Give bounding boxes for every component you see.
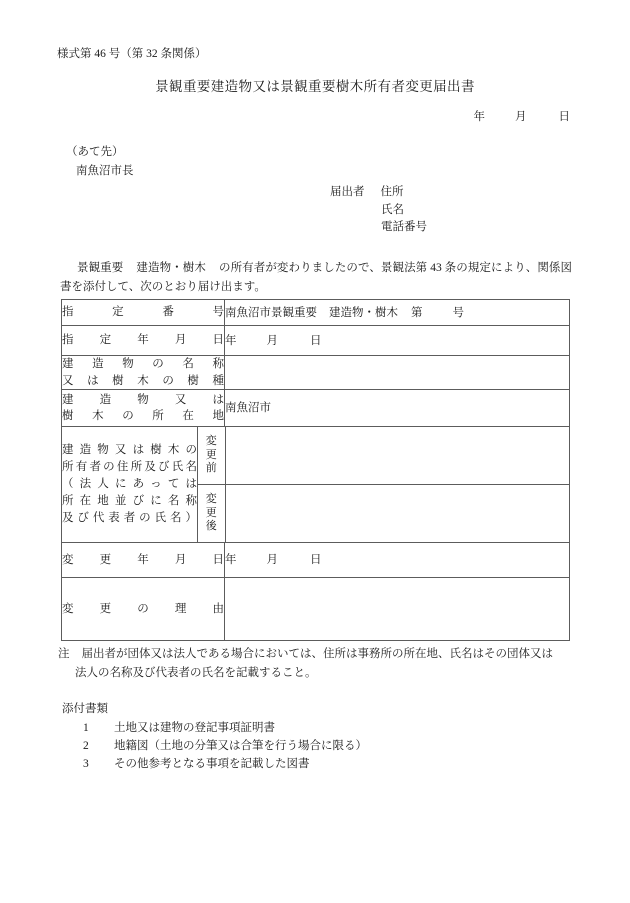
attachment-number: 1 bbox=[83, 722, 89, 734]
owner-after-row bbox=[198, 485, 569, 543]
owner-change-subtable bbox=[198, 427, 569, 542]
designation-prefix: 南魚沼市景観重要 bbox=[225, 306, 317, 319]
addressee-name: 南魚沼市長 bbox=[76, 165, 134, 177]
table-row-change-date bbox=[62, 543, 570, 578]
body-text-part3: の所有者が変わりましたので、景観法第 43 条の規定により、関係図 bbox=[218, 262, 572, 274]
name-or-species-label-line2: 又は樹木の樹種 bbox=[62, 374, 224, 387]
row-value-name-or-species[interactable] bbox=[225, 356, 570, 390]
owner-before-label: 変 更 前 bbox=[205, 435, 217, 475]
owner-before-row bbox=[198, 427, 569, 485]
form-number: 様式第 46 号（第 32 条関係） bbox=[57, 48, 207, 60]
owner-after-value[interactable] bbox=[225, 485, 569, 543]
submitter-phone-label: 電話番号 bbox=[381, 221, 427, 233]
row-label-change-reason: 変更の理由 bbox=[62, 578, 225, 641]
change-date-day: 日 bbox=[310, 554, 322, 566]
attachment-text: その他参考となる事項を記載した図書 bbox=[114, 758, 310, 770]
submitter-name-label: 氏名 bbox=[381, 203, 404, 216]
designation-date-month: 月 bbox=[266, 334, 278, 347]
body-paragraph bbox=[60, 259, 572, 296]
row-label-designation-number: 指定番号 bbox=[62, 300, 225, 326]
owner-label-line1: 建造物又は樹木の bbox=[62, 444, 197, 456]
row-value-designation-date[interactable] bbox=[225, 326, 570, 356]
submitter-label: 届出者 bbox=[330, 186, 365, 198]
date-day-label: 日 bbox=[558, 111, 570, 123]
row-value-designation-number[interactable] bbox=[225, 300, 570, 326]
designation-date-day: 日 bbox=[310, 334, 322, 347]
name-or-species-label-line1: 建造物の名称 bbox=[62, 358, 224, 370]
table-row-location bbox=[62, 390, 570, 427]
body-text-part1: 景観重要 bbox=[77, 262, 124, 274]
owner-after-label: 変 更 後 bbox=[205, 493, 217, 533]
submitter-block bbox=[330, 184, 427, 237]
addressee-block bbox=[66, 143, 134, 181]
row-label-location bbox=[62, 390, 225, 427]
row-value-change-reason[interactable] bbox=[225, 578, 570, 641]
owner-label-line3: （法人にあっては bbox=[62, 478, 197, 490]
attachment-text: 地籍図（土地の分筆又は合筆を行う場合に限る） bbox=[114, 740, 367, 752]
owner-label-line4: 所在地並びに名称 bbox=[62, 495, 197, 507]
table-row-designation-number bbox=[62, 300, 570, 326]
owner-before-value[interactable] bbox=[225, 427, 569, 485]
footnote-line1: 届出者が団体又は法人である場合においては、住所は事務所の所在地、氏名はその団体又は bbox=[81, 648, 553, 660]
attachments-list bbox=[62, 719, 367, 773]
date-month-label: 月 bbox=[515, 111, 527, 123]
list-item bbox=[62, 737, 367, 755]
change-date-month: 月 bbox=[266, 554, 278, 566]
footnote-line2: 法人の名称及び代表者の氏名を記載すること。 bbox=[75, 666, 317, 679]
footnote bbox=[58, 645, 572, 682]
submission-date-line bbox=[474, 108, 571, 124]
designation-go: 号 bbox=[452, 306, 464, 319]
date-year-label: 年 bbox=[473, 111, 485, 123]
location-label-line2: 樹木の所在地 bbox=[62, 410, 224, 422]
addressee-label: （あて先） bbox=[66, 146, 124, 158]
attachments-block bbox=[62, 700, 367, 773]
designation-date-year: 年 bbox=[225, 334, 237, 347]
notification-table bbox=[61, 299, 570, 641]
row-value-location[interactable]: 南魚沼市 bbox=[225, 390, 570, 427]
designation-kind: 建造物・樹木 bbox=[329, 306, 398, 319]
row-value-change-date[interactable] bbox=[225, 543, 570, 578]
attachment-number: 2 bbox=[83, 740, 89, 752]
footnote-mark: 注 bbox=[58, 648, 70, 660]
change-date-year: 年 bbox=[225, 554, 237, 566]
submitter-address-label: 住所 bbox=[380, 186, 404, 198]
owner-after-label-cell bbox=[198, 485, 225, 543]
row-label-name-or-species bbox=[62, 356, 225, 390]
table-row-name-or-species bbox=[62, 356, 570, 390]
attachment-text: 土地又は建物の登記事項証明書 bbox=[114, 722, 275, 734]
table-row-change-reason bbox=[62, 578, 570, 641]
location-label-line1: 建造物又は bbox=[62, 393, 224, 406]
table-row-designation-date bbox=[62, 326, 570, 356]
list-item bbox=[62, 719, 367, 737]
designation-dai: 第 bbox=[411, 306, 423, 319]
attachments-heading: 添付書類 bbox=[62, 703, 108, 715]
body-text-part4: 書を添付して、次のとおり届け出ます。 bbox=[60, 280, 266, 293]
owner-label-line2: 所有者の住所及び氏名 bbox=[62, 461, 197, 473]
owner-before-label-cell bbox=[198, 427, 225, 485]
owner-change-subtable-cell bbox=[198, 427, 570, 543]
page-title: 景観重要建造物又は景観重要樹木所有者変更届出書 bbox=[155, 79, 475, 94]
body-text-part2: 建造物・樹木 bbox=[136, 262, 206, 274]
row-label-owner-info bbox=[62, 427, 198, 543]
row-label-designation-date: 指定年月日 bbox=[62, 326, 225, 356]
list-item bbox=[62, 755, 367, 773]
table-row-owner-change bbox=[62, 427, 570, 543]
attachment-number: 3 bbox=[83, 758, 89, 770]
owner-label-line5: 及び代表者の氏名） bbox=[62, 512, 197, 524]
row-label-change-date: 変更年月日 bbox=[62, 543, 225, 578]
